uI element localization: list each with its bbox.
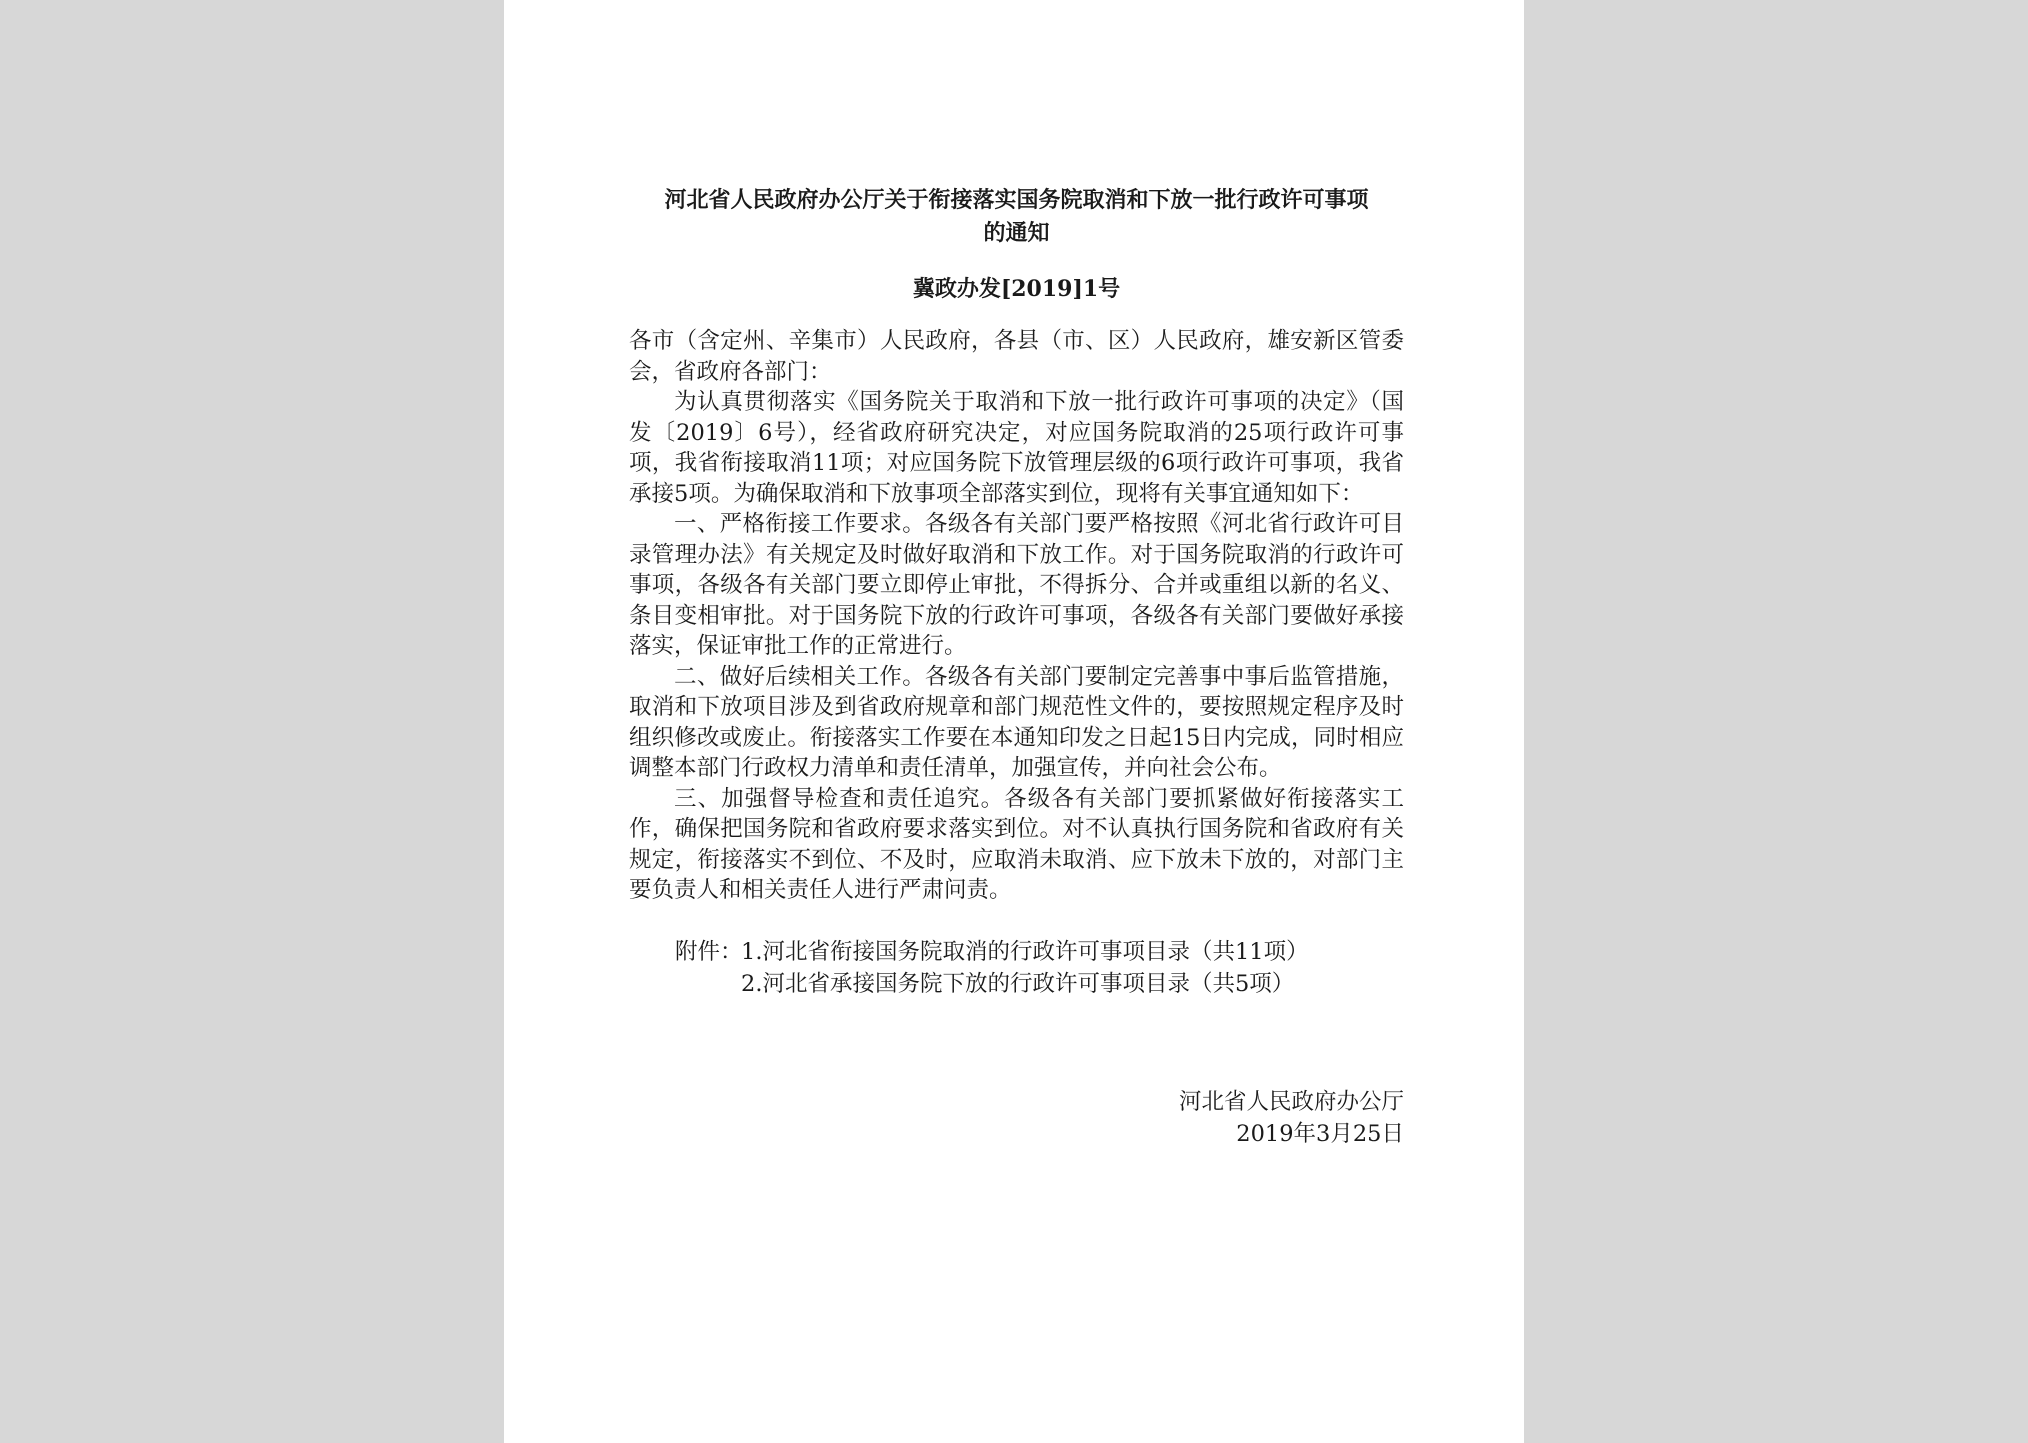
addressee: 各市（含定州、辛集市）人民政府，各县（市、区）人民政府，雄安新区管委会，省政府各部门：	[629, 328, 1404, 385]
paragraph-section-3: 三、加强督导检查和责任追究。各级各有关部门要抓紧做好衔接落实工作，确保把国务院和省政府要求落实到位。对不认真执行国务院和省政府有关规定，衔接落实不到位、不及时，应取消未取消、应下放未下放的，对部门主要负责人和相关责任人进行严肃问责。	[629, 785, 1404, 903]
issuer: 河北省人民政府办公厅	[1178, 1088, 1404, 1115]
title-line-2: 的通知	[983, 220, 1050, 246]
paragraph-section-1: 一、严格衔接工作要求。各级各有关部门要严格按照《河北省行政许可目录管理办法》有关规定及时做好取消和下放工作。对于国务院取消的行政许可事项，各级各有关部门要立即停止审批，不得拆分、合并或重组以新的名义、条目变相审批。对于国务院下放的行政许可事项，各级各有关部门要做好承接落实，保证审批工作的正常进行。	[629, 511, 1404, 659]
attachments-label: 附件：	[675, 938, 743, 965]
attachment-item-2: 2.河北省承接国务院下放的行政许可事项目录（共5项）	[741, 970, 1295, 997]
document-page	[504, 0, 1524, 1443]
document-title	[629, 184, 1404, 250]
attachment-item	[675, 968, 1404, 1000]
paragraph-intro: 为认真贯彻落实《国务院关于取消和下放一批行政许可事项的决定》（国发〔2019〕6号），经省政府研究决定，对应国务院取消的25项行政许可事项，我省衔接取消11项；对应国务院下放管理层级的6项行政许可事项，我省承接5项。为确保取消和下放事项全部落实到位，现将有关事宜通知如下：	[629, 389, 1404, 507]
attachment-item-1: 1.河北省衔接国务院取消的行政许可事项目录（共11项）	[741, 938, 1309, 965]
signature-block	[629, 1086, 1404, 1150]
document-number: 冀政办发[2019]1号	[912, 276, 1121, 302]
document-content	[629, 184, 1404, 1150]
paragraph-section-2: 二、做好后续相关工作。各级各有关部门要制定完善事中事后监管措施，取消和下放项目涉及到省政府规章和部门规范性文件的，要按照规定程序及时组织修改或废止。衔接落实工作要在本通知印发之日起15日内完成，同时相应调整本部门行政权力清单和责任清单，加强宣传，并向社会公布。	[629, 663, 1404, 781]
issue-date: 2019年3月25日	[1236, 1120, 1404, 1147]
attachments-list	[629, 936, 1404, 1000]
attachment-item	[675, 936, 1404, 968]
title-line-1: 河北省人民政府办公厅关于衔接落实国务院取消和下放一批行政许可事项	[664, 187, 1369, 213]
